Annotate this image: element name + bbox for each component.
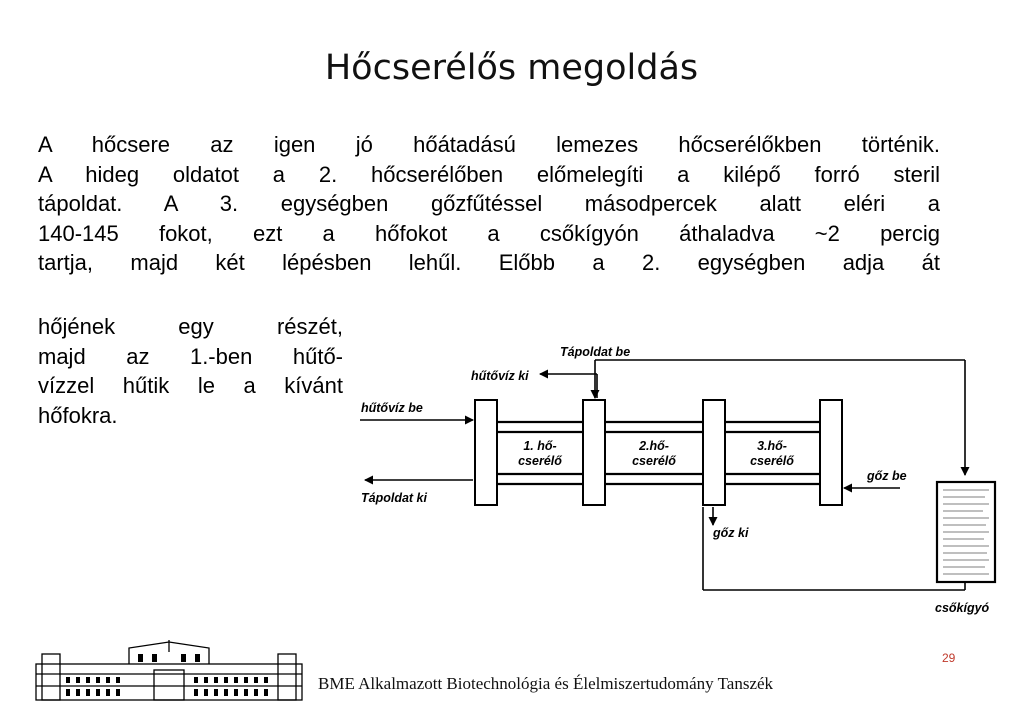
label-goz-ki: gőz ki [713,526,749,540]
side-paragraph [38,312,343,430]
paragraph-line: tartja, majd két lépésben lehűl. Előbb a 2. egységben adja át [38,250,940,276]
plate-1 [475,400,497,505]
label-tapoldat-ki: Tápoldat ki [361,491,427,505]
paragraph-line: 140-145 fokot, ezt a hőfokot a csőkígyón áthaladva ~2 percig [38,220,940,246]
coil-vessel [937,482,995,582]
paragraph-line: tápoldat. A 3. egységben gőzfűtéssel másodpercek alatt eléri a [38,191,940,217]
label-hutoviz-ki: hűtővíz ki [471,369,529,383]
label-csokigyo: csőkígyó [935,601,990,615]
exchanger-3-label: cserélő [750,454,794,468]
paragraph-line: A hőcsere az igen jó hőátadású lemezes hőcserélőkben történik. [38,132,940,157]
exchanger-1-label: cserélő [518,454,562,468]
paragraph-line: hőjének egy részét, [38,314,343,339]
heat-exchanger-diagram [355,340,1005,630]
paragraph-line: majd az 1.-ben hűtő- [38,343,343,369]
plate-2 [583,400,605,505]
exchanger-3-label: 3.hő- [757,439,787,453]
exchanger-2-label: cserélő [632,454,676,468]
pipe-lines [487,422,831,484]
bme-building-logo [34,640,304,702]
page-number: 29 [942,651,956,665]
exchanger-2-label: 2.hő- [639,439,669,453]
paragraph-line: A hideg oldatot a 2. hőcserélőben előmelegíti a kilépő forró steril [38,161,940,187]
label-hutoviz-be: hűtővíz be [361,401,423,415]
department-name: BME Alkalmazott Biotechnológia és Élelmiszertudomány Tanszék [318,674,774,693]
plate-4 [820,400,842,505]
slide-title: Hőcserélős megoldás [324,48,699,88]
main-paragraph [38,130,940,278]
paragraph-line: hőfokra. [38,402,118,428]
plate-3 [703,400,725,505]
paragraph-line: vízzel hűtik le a kívánt [38,373,343,399]
label-goz-be: gőz be [867,469,907,483]
label-tapoldat-be: Tápoldat be [560,345,631,359]
exchanger-1-label: 1. hő- [523,439,557,453]
